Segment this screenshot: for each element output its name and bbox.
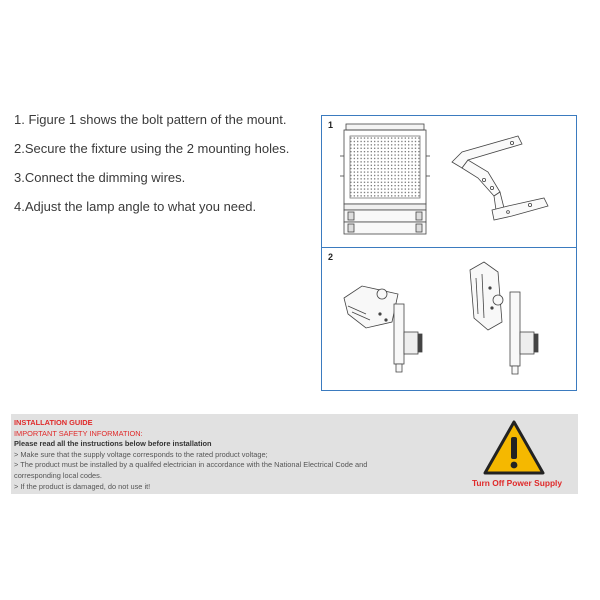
guide-intro: Please read all the instructions below before installation xyxy=(14,439,212,449)
figure-1-number: 1 xyxy=(328,120,334,130)
guide-item: > The product must be installed by a qualifed electrician in accordance with the National Electrical Code and corresponding local codes. xyxy=(14,460,368,480)
lamp-angled-view-left xyxy=(344,286,422,372)
step-1: 1. Figure 1 shows the bolt pattern of the mount. xyxy=(14,112,287,127)
step-4: 4.Adjust the lamp angle to what you need. xyxy=(14,199,257,214)
figure-2-number: 2 xyxy=(328,252,334,262)
warning-label: Turn Off Power Supply xyxy=(471,478,563,488)
warning-triangle-icon xyxy=(482,419,546,477)
step-2: 2.Secure the fixture using the 2 mounting holes. xyxy=(14,141,290,156)
figure-1-panel xyxy=(321,115,577,248)
guide-item: > If the product is damaged, do not use it! xyxy=(14,481,151,491)
guide-title: INSTALLATION GUIDE xyxy=(14,418,93,427)
figure-2-illustration xyxy=(322,248,578,392)
figure-2-panel xyxy=(321,247,577,391)
figure-1-illustration xyxy=(322,116,578,249)
guide-item: > Make sure that the supply voltage corresponds to the rated product voltage; xyxy=(14,449,268,459)
lamp-angled-view-right xyxy=(470,262,538,374)
installation-steps xyxy=(14,112,314,228)
lamp-front-view xyxy=(340,124,430,234)
guide-subtitle: IMPORTANT SAFETY INFORMATION: xyxy=(14,428,143,438)
mounting-bracket xyxy=(452,136,548,220)
guide-text xyxy=(14,418,374,492)
step-3: 3.Connect the dimming wires. xyxy=(14,170,186,185)
